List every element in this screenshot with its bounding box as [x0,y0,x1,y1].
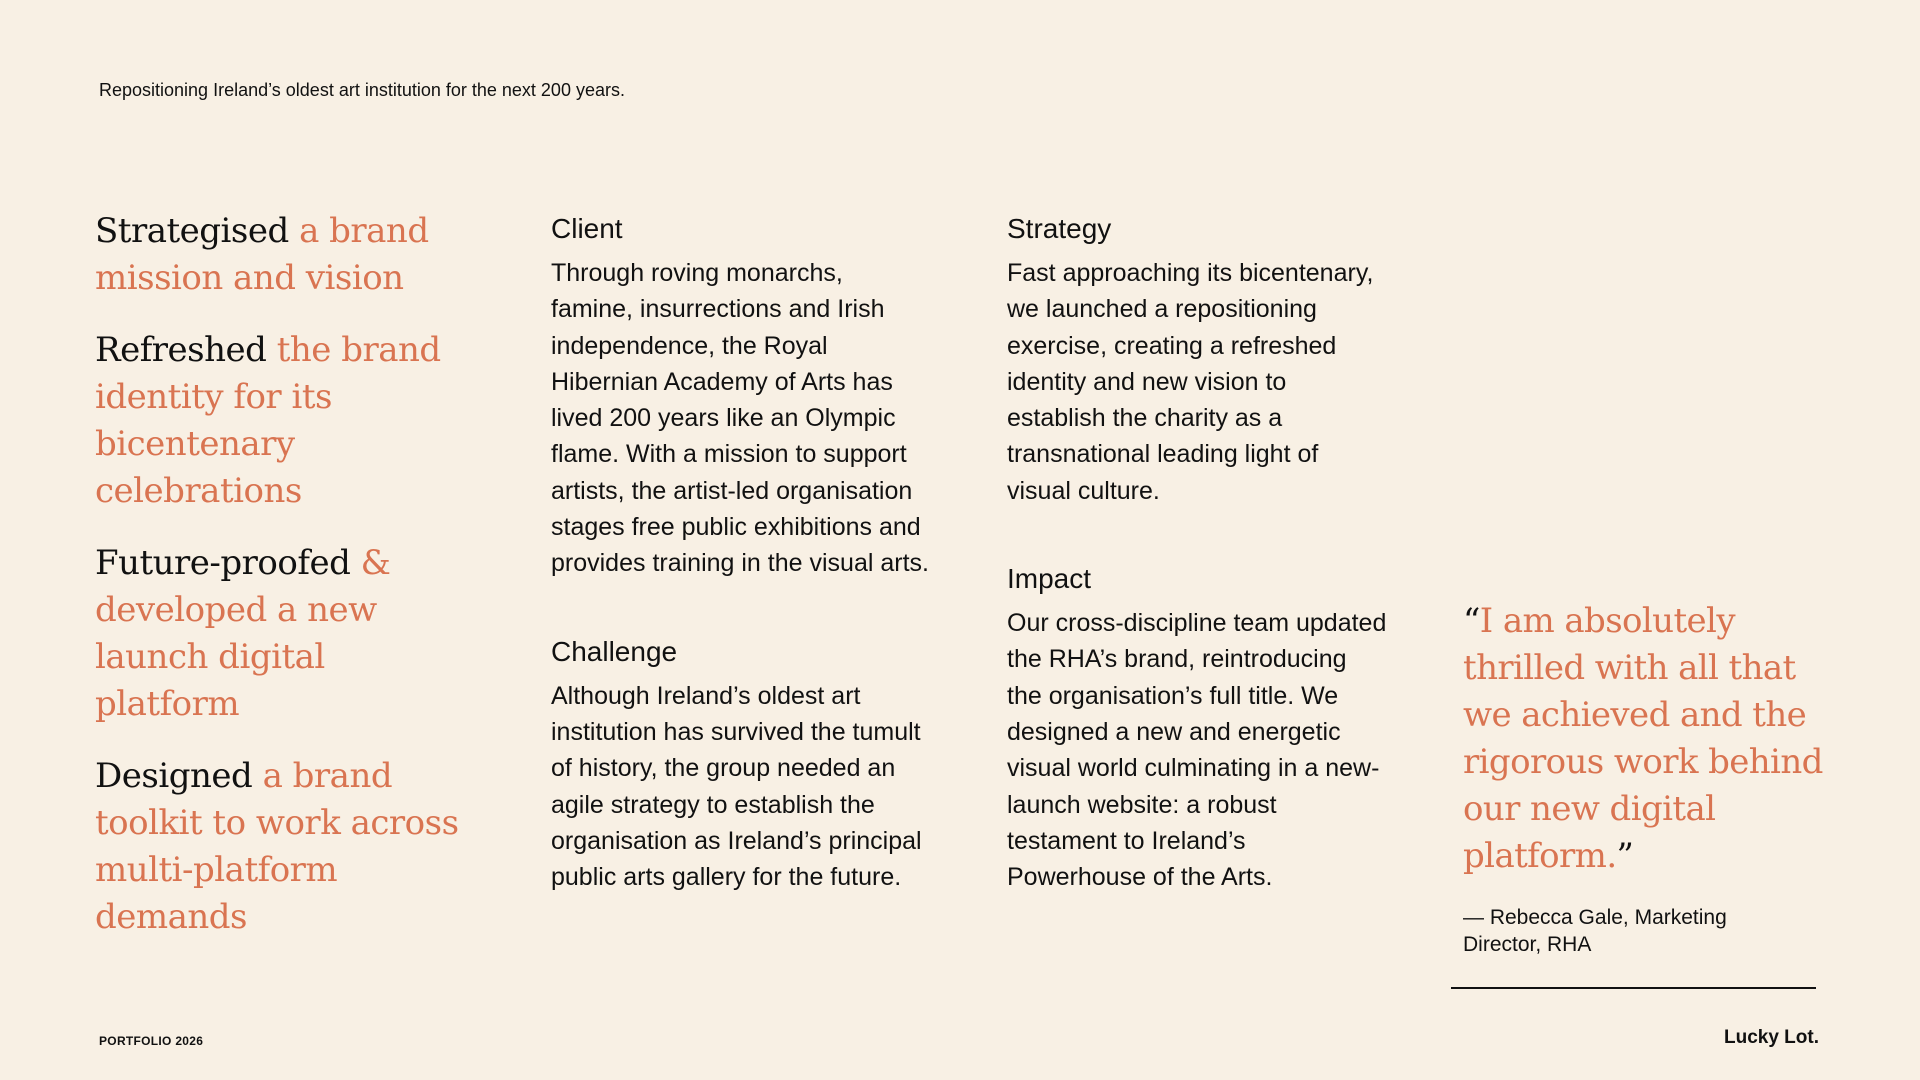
strategy-section [1007,211,1387,509]
highlight-detail: a brand toolkit to work across multi-platform demands [95,756,459,937]
strategy-body: Fast approaching its bicentenary, we launched a repositioning exercise, creating a refreshed identity and new vision to establish the charity as a transnational leading light of visual culture. [1007,259,1374,505]
footer-portfolio-label: PORTFOLIO 2026 [99,1034,204,1048]
quote-body: I am absolutely thrilled with all that we achieved and the rigorous work behind our new digital platform. [1463,601,1823,876]
quote-divider [1451,987,1816,989]
impact-section [1007,561,1387,895]
highlight-designed [95,753,475,941]
highlight-future-proofed [95,540,475,728]
client-body: Through roving monarchs, famine, insurrections and Irish independence, the Royal Hibernian Academy of Arts has lived 200 years like an Olympic flame. With a mission to support artists, the artist-led organisation stages free public exhibitions and provides training in the visual arts. [551,259,929,578]
client-section [551,211,931,582]
highlight-detail: the brand identity for its bicentenary celebrations [95,330,441,511]
strategy-heading: Strategy [1007,213,1112,244]
page-tagline: Repositioning Ireland’s oldest art institution for the next 200 years. [99,80,625,100]
highlight-strategised [95,208,475,302]
highlights-list [95,208,475,966]
challenge-body: Although Ireland’s oldest art institution has survived the tumult of history, the group needed an agile strategy to establish the organisation as Ireland’s principal public arts gallery for the future. [551,681,922,892]
highlight-verb: Refreshed [95,330,267,370]
quote-text [1463,598,1843,880]
challenge-heading: Challenge [551,635,678,667]
quote-open-mark: “ [1463,601,1480,641]
challenge-section [551,634,931,896]
highlight-refreshed [95,327,475,515]
highlight-detail: & developed a new launch digital platform [95,543,391,724]
quote-attribution: — Rebecca Gale, Marketing Director, RHA [1463,906,1727,956]
impact-heading: Impact [1007,563,1092,595]
client-heading: Client [551,213,623,244]
highlight-verb: Strategised [95,211,289,251]
client-challenge-column [551,211,931,947]
testimonial-quote [1463,598,1843,958]
highlight-verb: Designed [95,756,253,796]
impact-body: Our cross-discipline team updated the RHA’s brand, reintroducing the organisation’s full title. We designed a new and energetic visual world culminating in a new-launch website: a robust testament to Ireland’s Powerhouse of the Arts. [1007,609,1387,892]
quote-close-mark: ” [1616,836,1634,876]
footer-brand-logo: Lucky Lot. [1723,1027,1819,1048]
strategy-impact-column [1007,211,1387,947]
highlight-detail: a brand mission and vision [95,211,429,298]
highlight-verb: Future-proofed [95,543,351,583]
